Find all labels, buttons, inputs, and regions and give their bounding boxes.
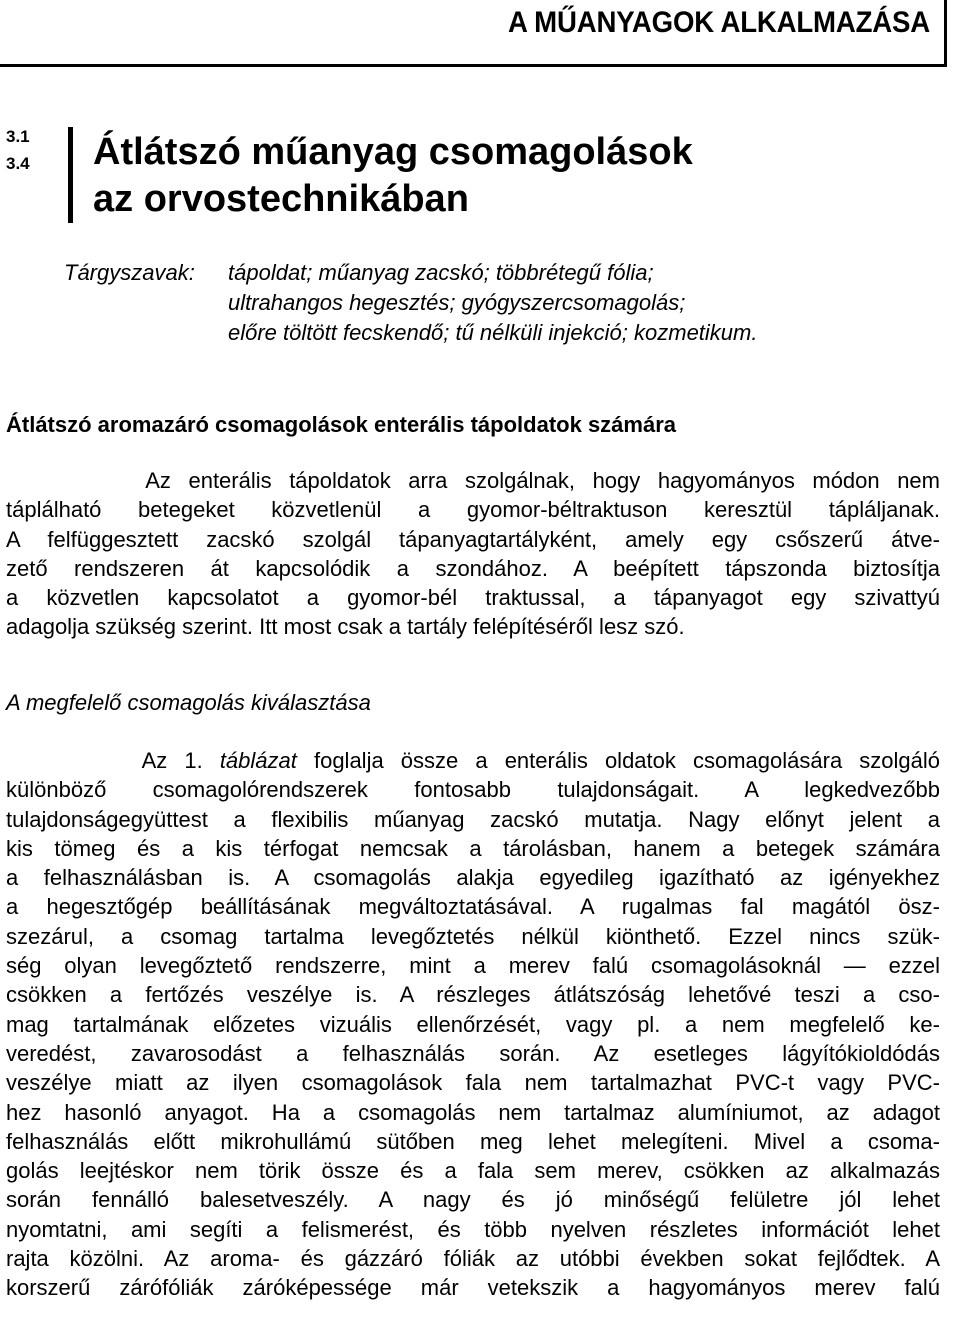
paragraph-2-line: szezárul, a csomag tartalma levegőztetés nélkül kiönthető. Ezzel nincs szük- [6,923,940,949]
section-number-2: 3.4 [6,154,30,173]
paragraph-2-line: veredést, zavarosodást a felhasználás során. Az esetleges lágyítókioldódás [6,1040,940,1066]
paragraph-2-line: tulajdonságegyüttest a flexibilis műanyag zacskó mutatja. Nagy előnyt jelent a [6,806,940,832]
paragraph-2-line: korszerű zárófóliák záróképessége már vetekszik a hagyományos merev falú [6,1275,940,1301]
keywords-line-3: előre töltött fecskendő; tű nélküli injekció; kozmetikum. [228,320,758,345]
paragraph-2-line: csökken a fertőzés veszélye is. A részleges átlátszóság lehetővé teszi a cso- [6,982,940,1008]
paragraph-2-line: veszélye miatt az ilyen csomagolások fala nem tartalmazhat PVC-t vagy PVC- [6,1070,940,1096]
paragraph-2-first-line [6,746,940,775]
paragraph-2-line: rajta közölni. Az aroma- és gázzáró fóliák az utóbbi években sokat fejlődtek. A [6,1246,940,1272]
section-number-1: 3.1 [6,127,30,146]
header-vertical-rule [944,0,947,66]
running-header-title: A MŰANYAGOK ALKALMAZÁSA [507,6,930,39]
paragraph-2-line: ség olyan levegőztető rendszerre, mint a merev falú csomagolásoknál — ezzel [6,953,940,979]
keywords-label: Tárgyszavak: [64,260,195,285]
paragraph-2-line: különböző csomagolórendszerek fontosabb tulajdonságait. A legkedvezőbb [6,777,940,803]
paragraph-1-line: táplálható betegeket közvetlenül a gyomor-béltraktuson keresztül tápláljanak. [6,497,940,523]
section-heading: Átlátszó aromazáró csomagolások enterális tápoldatok számára [6,412,677,437]
paragraph-1-line: zető rendszeren át kapcsolódik a szondához. A beépített tápszonda biztosítja [6,555,940,581]
article-title-line-2: az orvostechnikában [93,178,469,220]
paragraph-1 [6,466,940,642]
paragraph-2 [6,746,940,1303]
paragraph-2-suffix: foglalja össze a enterális oldatok csomagolására szolgáló [296,748,940,773]
keywords-line-1: tápoldat; műanyag zacskó; többrétegű fólia; [228,260,654,285]
keywords-line-2: ultrahangos hegesztés; gyógyszercsomagolás; [228,290,686,315]
paragraph-2-line: kis tömeg és a kis térfogat nemcsak a tárolásban, hanem a betegek számára [6,835,940,861]
paragraph-2-line: nyomtatni, ami segíti a felismerést, és több nyelven részletes információt lehet [6,1216,940,1242]
paragraph-1-line: a közvetlen kapcsolatot a gyomor-bél traktussal, a tápanyagot egy szivattyú [6,585,940,611]
table-reference: táblázat [219,748,297,773]
paragraph-1-line: adagolja szükség szerint. Itt most csak a tartály felépítéséről lesz szó. [6,614,685,640]
paragraph-2-line: mag tartalmának előzetes vizuális ellenőrzését, vagy pl. a nem megfelelő ke- [6,1011,940,1037]
paragraph-1-line: Az enterális tápoldatok arra szolgálnak, hogy hagyományos módon nem [6,468,940,493]
paragraph-2-line: a hegesztőgép beállításának megváltoztatásával. A rugalmas fal magától ösz- [6,894,940,920]
paragraph-2-line: hez hasonló anyagot. Ha a csomagolás nem tartalmaz alumíniumot, az adagot [6,1099,940,1125]
paragraph-1-line: A felfüggesztett zacskó szolgál tápanyagtartályként, amely egy csőszerű átve- [6,526,940,552]
section-vertical-rule [68,127,73,223]
paragraph-2-line: golás leejtéskor nem törik össze és a fala sem merev, csökken az alkalmazás [6,1158,940,1184]
article-title-line-1: Átlátszó műanyag csomagolások [93,131,693,173]
paragraph-2-line: során fennálló balesetveszély. A nagy és jó minőségű felületre jól lehet [6,1187,940,1213]
header-horizontal-rule [0,64,947,67]
paragraph-2-line: felhasználás előtt mikrohullámú sütőben meg lehet melegíteni. Mivel a csoma- [6,1128,940,1154]
paragraph-2-prefix: Az 1. [6,748,220,773]
subheading: A megfelelő csomagolás kiválasztása [6,690,371,715]
paragraph-2-line: a felhasználásban is. A csomagolás alakja egyedileg igazítható az igényekhez [6,865,940,891]
